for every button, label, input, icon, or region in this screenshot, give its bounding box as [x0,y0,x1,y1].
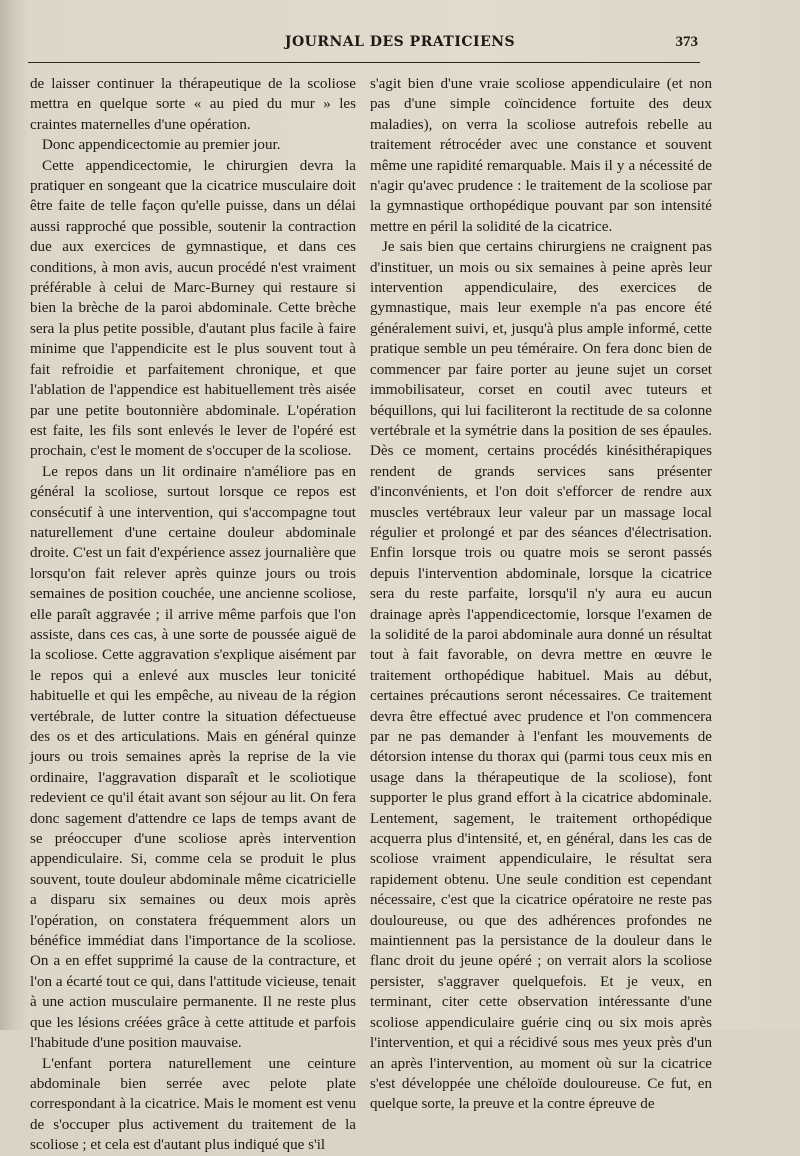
paragraph: Cette appendicectomie, le chirurgien devra la pratiquer en songeant que la cicatrice musculaire doit être faite de telle façon qu'elle puisse, dans un délai aussi rapproché que possible, soutenir la contraction due aux exercices de gymnastique, et dans ces conditions, à mon avis, aucun procédé n'est vraiment préférable à celui de Marc-Burney qui restaure si bien la brèche de la paroi abdominale. Cette brèche sera la plus petite possible, d'autant plus facile à faire minime que l'appendicite est le plus souvent tout à fait refroidie et parfaitement chronique, et que l'ablation de l'appendice est habituellement très aisée par une petite boutonnière abdominale. L'opération est faite, les fils sont enlevés le lever de l'opéré est prochain, c'est le moment de s'occuper de la scoliose. [30,157,356,460]
header-rule [28,62,700,63]
left-column [30,74,356,1156]
paragraph: Je sais bien que certains chirurgiens ne craignent pas d'instituer, un mois ou six semaines à peine après leur intervention appendiculaire, des exercices de gymnastique, mais leur exemple n'a pas encore été généralement suivi, et, jusqu'à plus ample informé, cette pratique semble un peu téméraire. On fera donc bien de commencer par faire porter au jeune sujet un corset immobilisateur, corset en coutil avec tuteurs et béquillons, qui lui faciliteront la rectitude de sa colonne vertébrale et la symétrie dans la position de ses épaules. Dès ce moment, certains procédés kinésithérapiques rendent de grands services sans présenter d'inconvénients, et l'on doit s'efforcer de rendre aux muscles vertébraux leur valeur par un massage local régulier et prolongé et par des séances d'électrisation. Enfin lorsque trois ou quatre mois se seront passés depuis l'intervention abdominale, lorsque la cicatrice sera du reste parfaite, lorsqu'il n'y aura eu aucun drainage après l'appendicectomie, lorsque l'examen de la solidité de la paroi abdominale aura donné un résultat tout à fait favorable, on devra mettre en œuvre le traitement orthopédique habituel. Mais au début, certaines précautions seront nécessaires. Ce traitement devra être effectué avec prudence et l'on commencera par ne pas demander à l'enfant les mouvements de détorsion intense du thorax qui (parmi tous ceux mis en usage dans la thérapeutique de la scoliose), font supporter le plus grand effort à la cicatrice abdominale. Lentement, sagement, le traitement orthopédique acquerra plus d'intensité, et, en général, dans les cas de scoliose vraiment appendiculaire, le résultat sera rapidement obtenu. Une seule condition est cependant nécessaire, c'est que la cicatrice opératoire ne reste pas douloureuse, ou que des adhérences profondes ne maintiennent pas la persistance de la douleur dans le flanc droit du jeune opéré ; on verrait alors la scoliose persister, s'aggraver quelquefois. Et je veux, en terminant, citer cette observation intéressante d'une scoliose appendiculaire guérie cinq ou six mois après l'intervention, et qui a récidivé sous mes yeux près d'un an après l'intervention, au moment où sur la cicatrice s'est développée une chéloïde douloureuse. Ce fut, en quelque sorte, la preuve et la contre épreuve de [370,239,712,1113]
right-column [370,74,712,1115]
running-title: JOURNAL DES PRATICIENS [284,34,516,50]
paragraph: Le repos dans un lit ordinaire n'améliore pas en général la scoliose, surtout lorsque ce repos est consécutif à une intervention, qui s'accompagne tout naturellement d'une certaine douleur abdominale droite. C'est un fait d'expérience assez journalière que lorsqu'on fait relever après quinze jours ou trois semaines de position couchée, une ancienne scoliose, elle paraît aggravée ; il arrive même parfois que l'on assiste, dans ces cas, à une sorte de poussée aiguë de la scoliose. Cette aggravation s'explique aisément par le repos qui a enlevé aux muscles leur tonicité habituelle et qui les empêche, au niveau de la région vertébrale, de lutter contre la situation défectueuse des os et des articulations. Mais en général quinze jours ou trois semaines après la reprise de la vie ordinaire, l'aggravation disparaît et le scoliotique redevient ce qu'il était avant son séjour au lit. On fera donc sagement d'attendre ce laps de temps avant de se préoccuper d'une scoliose après intervention appendiculaire. Si, comme cela se produit le plus souvent, toute douleur abdominale même cicatricielle a disparu six semaines ou deux mois après l'opération, on constatera fréquemment alors un bénéfice immédiat dans l'importance de la scoliose. On a en effet supprimé la cause de la contracture, et l'on a écarté tout ce qui, dans l'attitude vicieuse, tenait à une action musculaire permanente. Il ne reste plus que les lésions créées grâce à cette attitude et parfois l'habitude d'une position mauvaise. [30,463,356,1052]
paragraph: Donc appendicectomie au premier jour. [42,137,281,154]
page-number: 373 [675,34,698,50]
paragraph: s'agit bien d'une vraie scoliose appendiculaire (et non pas d'une simple coïncidence fortuite des deux maladies), on verra la scoliose autrefois rebelle au traitement rétrocéder avec une constance et souvent même une rapidité remarquable. Mais il y a nécessité de n'agir qu'avec prudence : le traitement de la scoliose par la gymnastique orthopédique pouvant par son intensité mettre en péril la solidité de la cicatrice. [370,76,712,235]
paragraph: de laisser continuer la thérapeutique de la scoliose mettra en quelque sorte « au pied du mur » les craintes maternelles d'une opération. [30,76,356,133]
page-header [30,34,770,56]
paragraph: L'enfant portera naturellement une ceinture abdominale bien serrée avec pelote plate correspondant à la cicatrice. Mais le moment est venu de s'occuper plus activement du traitement de la scoliose ; et cela est d'autant plus indiqué que s'il [30,1055,356,1154]
